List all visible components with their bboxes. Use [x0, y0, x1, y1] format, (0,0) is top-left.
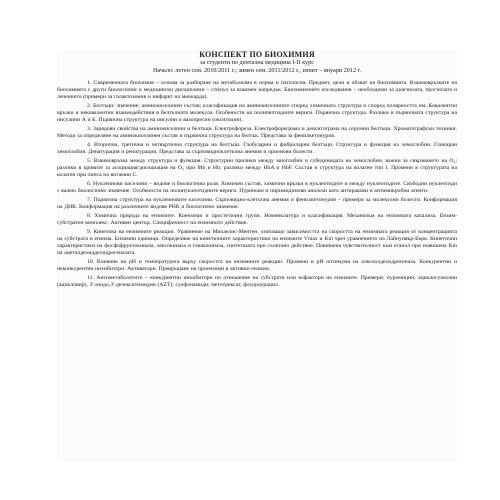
paragraph-5: 5. Взаимовръзка между структура и функция. Структурни прилики между миоглобин и субединицата на хемоглобин, важни за свързването на O₂; разлики в кривите за асоциация/дисоциация на O₂ при Mb и Hb; разлики между HbA и HbF. Състав и структура на колаген тип I. Промени в структурата на колаген при липса на витамин С. [57, 158, 457, 179]
paragraph-10: 10. Влияние на pH и температурата върху скоростта на ензимните реакции. Промени в pH оптимума на алкохолдехидрогеназа. Конкурентни и неконкурентни инхибитори. Активатори. Превръщане на проензими в активни ензими. [57, 259, 457, 273]
paragraph-9: 9. Кинетика на ензимните реакции. Уравнение на Михаелис-Ментен, описващо зависимостта на скоростта на ензимната реакция от концентрацията на субстрата и ензима. Ензимни единици. Определяне на кинетичните характеристики на ензимите Vmax и Km чрез уравнението на Лайнуивър-Бърк. Кинетични характеристики на фосфофруктокиназа, хексокиназа и глюкокиназа, синтетазата при съчетано действие. Повишена чувствителност към етанол при повишена Km на ацеталдехиддехидрогеназата. [57, 229, 457, 257]
paragraph-6: 6. Нуклеинови киселини – видове и биологична роля. Химичен състав, химични връзки в нуклеотидите и между нуклеотидите. Свободни нуклеотиди с важно биологично значение. Особености на полинуклеотидните вериги. Пуринови и пиримидинови аналози като антиракови и антимикробни агенти. [57, 181, 457, 195]
paragraph-3: 3. Зарядови свойства на аминокиселини и белтъци. Електрофореза. Електрофореграма и денситограма на серумни белтъци. Хроматографски техники. Методи за определяне на аминокиселинен състав и първична структура на белтък. Представа за фенилкетонурия. [57, 126, 457, 140]
paragraph-1: 1. Съвременната биохимия – основа за разбиране на метаболизма в норма и патология. Предмет, цели и обхват на биохимията. Взаимовръзките на биохимията с други биологични и медицински дисциплини – стимул за взаимен напредък. Биохимичните изследвания – необходими за диагнозата, прогнозата и лечението (примери за галактоземия и инфаркт на миокарда). [57, 80, 457, 101]
document-sheet [57, 50, 457, 462]
paragraph-4: 4. Вторична, третична и четвъртична структура на белтъци. Глобуларни и фибриларни белтъци. Структура и функция на хемоглобин. Гликиран хемоглобин. Денатурация и ренатурация. Представа за сърповидноклетъчна анемия и прионови болести. [57, 142, 457, 156]
document-body [57, 80, 457, 289]
document-date-line: Начало: летен сем. 2010/2011 г.; зимен сем. 2011/2012 г., изпит – януари 2012 г. [152, 67, 362, 74]
paragraph-2: 2. Белтъци: значение; аминокиселинен състав; класификация на аминокиселините според химичната структура и според полярността им. Ковалентни връзки и нековалентни взаимодействия в белтъчната молекула. Особености на полипептидните вериги. Първична структура. Разлики в първичната структура на инсулини А и Б. Първична структура на инсулин и вазопресин (окситоцин). [57, 103, 457, 124]
paragraph-7: 7. Първична структура на нуклеиновите киселини. Сърповидно-клетъчна анемия и фенилкетонурия – примери за молекулни болести. Конформация на ДНК. Конформация на различните видове РНК и биологично значение. [57, 197, 457, 211]
paragraph-8: 8. Химична природа на ензимите. Коензими и простетични групи. Номенклатура и класификация. Механизъм на ензимната катализа. Ензим-субстратен комплекс. Активен център. Специфичност на ензимното действие. [57, 213, 457, 227]
document-subtitle: за студенти по дентална медицина I-II курс [200, 59, 314, 66]
document-title: КОНСПЕКТ ПО БИОХИМИЯ [199, 50, 315, 59]
paragraph-11: 11. Антиметаболитите – конкурентни инхибитори по отношение на субстрати или кофактори на ензимите. Примери: пуромицин; ациклогуанозин (ацикловир), 3'-азидо,3'-дезокситимидин (AZT); сулфонамиди; метотрексат, флуороурацил. [57, 275, 457, 289]
